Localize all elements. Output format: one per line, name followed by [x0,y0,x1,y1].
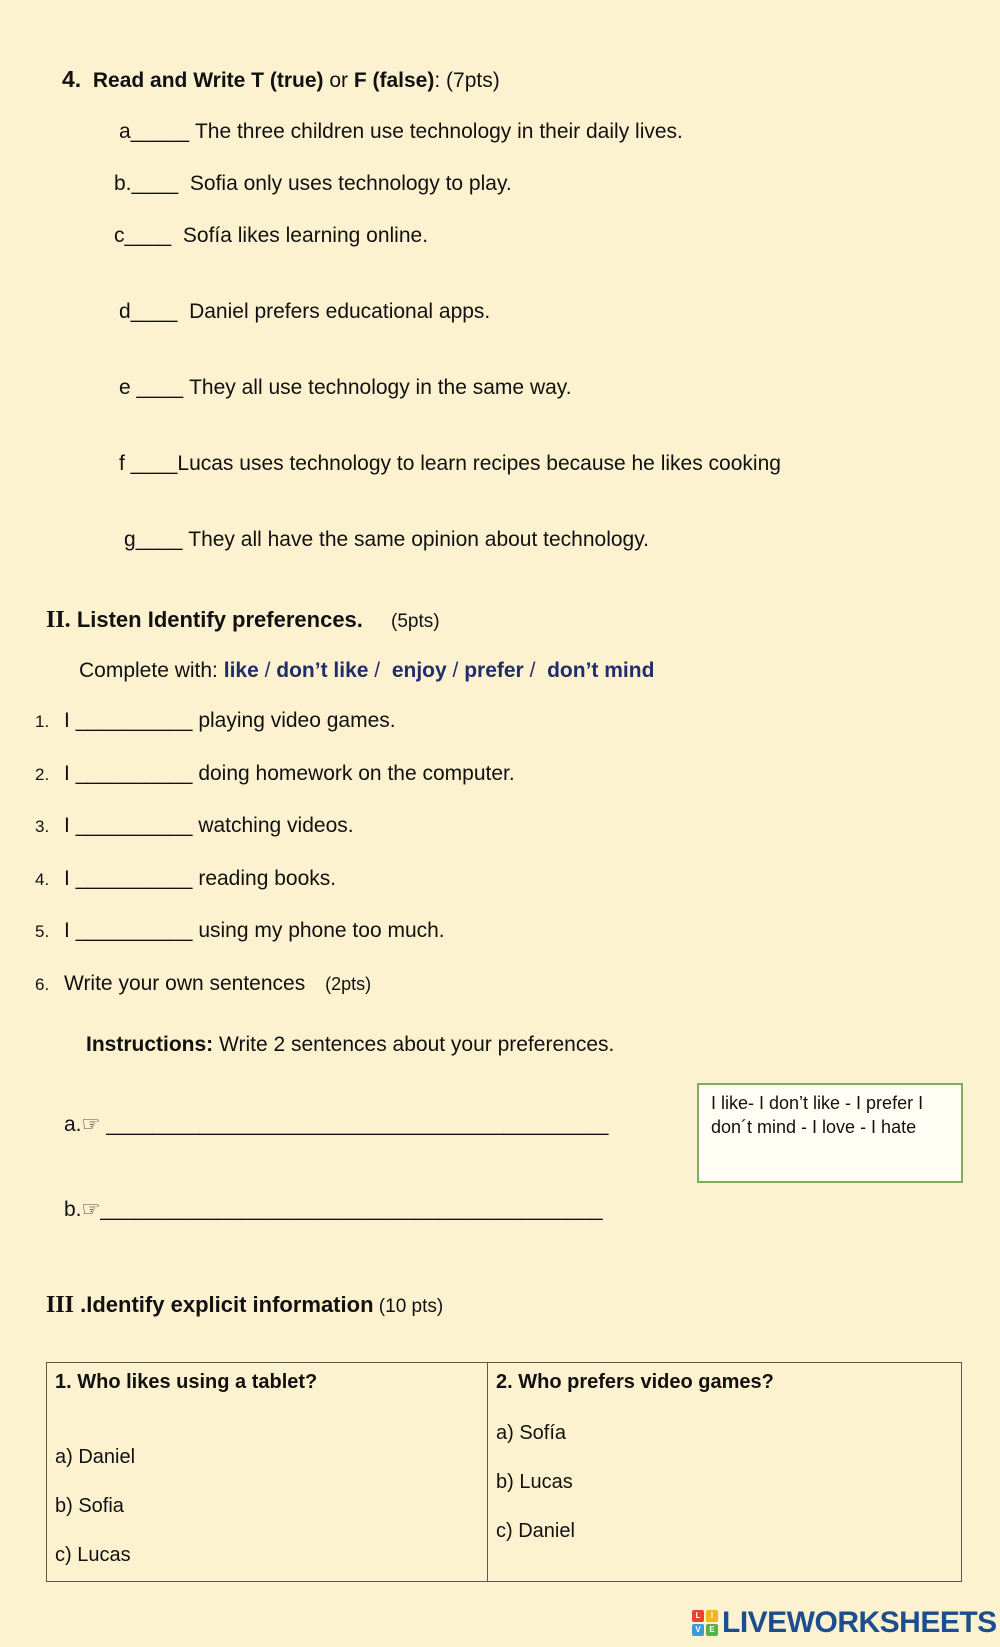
tf-statement: Sofía likes learning online. [182,224,429,247]
word-bank-label: Complete with: [79,659,224,682]
fill-item [35,972,371,996]
tf-letter: b. [114,172,132,195]
fill-item [35,709,396,733]
logo-text: LIVEWORKSHEETS [722,1606,997,1639]
item-subject: I [64,709,70,732]
tf-blank[interactable]: _____ [130,120,190,143]
item-number: 2. [35,765,50,784]
tf-letter: d [119,300,131,323]
item-subject: I [64,762,70,785]
tf-blank[interactable]: ____ [130,452,178,475]
section-points: (10 pts) [373,1296,444,1317]
instructions [86,1033,614,1057]
heading-part: or [323,69,354,92]
question-cell [488,1363,961,1581]
tf-item [124,528,649,552]
tf-blank[interactable]: ____ [135,528,183,551]
fill-item [35,762,515,786]
word-sep: / [368,659,386,682]
tf-item [114,224,428,248]
tf-blank[interactable]: ____ [130,300,178,323]
writing-line-a [64,1112,608,1137]
hint-text: I like- I don’t like - I prefer I don´t mind - I love - I hate [711,1093,924,1137]
item-text: Write your own sentences [64,972,306,995]
instructions-label: Instructions: [86,1033,214,1056]
fill-blank[interactable]: __________ [75,709,193,732]
word-option: don’t like [276,659,369,682]
item-subject: I [64,814,70,837]
item-points: (2pts) [325,974,372,994]
question-table [46,1362,962,1582]
tf-blank[interactable]: ____ [136,376,184,399]
item-text: using my phone too much. [198,919,445,942]
item-text: reading books. [198,867,337,890]
liveworksheets-logo [692,1605,997,1641]
word-option: prefer [464,659,524,682]
heading-points: : (7pts) [434,69,500,92]
word-option: like [223,659,259,682]
section-title: .Identify explicit information [74,1292,374,1317]
item-text: doing homework on the computer. [198,762,515,785]
sentence-input[interactable]: ___________________________________________ [106,1113,609,1136]
fill-item [35,867,336,891]
section-4-heading [62,66,500,93]
answer-option[interactable]: a) Sofía [496,1422,567,1444]
item-number: 5. [35,922,50,941]
tf-item [119,120,683,144]
section-2-heading [46,607,440,634]
tf-item [119,452,781,476]
tf-statement: The three children use technology in their daily lives. [194,120,683,143]
tf-blank[interactable]: ____ [124,224,172,247]
tf-letter: f [119,452,131,475]
word-option: enjoy [391,659,447,682]
word-option: don’t mind [547,659,655,682]
section-roman: II. [46,607,71,633]
sentence-input[interactable]: ___________________________________________ [100,1198,603,1221]
item-number: 4. [35,870,50,889]
logo-mark-letter: V [692,1624,704,1636]
instructions-text: Write 2 sentences about your preferences. [213,1033,615,1056]
section-title: Listen Identify preferences. [76,607,363,632]
word-bank [79,659,654,683]
fill-blank[interactable]: __________ [75,867,193,890]
tf-letter: a [119,120,131,143]
question-cell [47,1363,488,1581]
section-points: (5pts) [391,611,440,632]
word-sep: / [523,659,542,682]
logo-mark-icon [692,1610,718,1636]
line-label: b.☞ [64,1198,101,1221]
question-text: 1. Who likes using a tablet? [55,1371,318,1393]
item-subject: I [64,867,70,890]
logo-mark-letter: E [706,1624,718,1636]
answer-option[interactable]: c) Lucas [55,1544,131,1566]
fill-item [35,919,445,943]
tf-item [119,376,572,400]
line-label: a.☞ [64,1113,101,1136]
answer-option[interactable]: b) Sofia [55,1495,124,1517]
tf-statement: Daniel prefers educational apps. [189,300,491,323]
answer-option[interactable]: b) Lucas [496,1471,573,1493]
word-sep: / [258,659,277,682]
preference-hint-box [697,1083,963,1183]
tf-letter: c [114,224,125,247]
writing-line-b [64,1197,603,1222]
tf-item [114,172,512,196]
item-subject: I [64,919,70,942]
item-number: 1. [35,712,50,731]
tf-statement: They all have the same opinion about technology. [188,528,649,551]
section-roman: III [46,1292,75,1318]
answer-option[interactable]: a) Daniel [55,1446,136,1468]
heading-false: F (false) [353,69,435,92]
answer-option[interactable]: c) Daniel [496,1520,575,1542]
word-sep: / [446,659,465,682]
tf-blank[interactable]: ____ [131,172,179,195]
logo-mark-letter: I [706,1610,718,1622]
tf-statement: Sofia only uses technology to play. [189,172,512,195]
tf-statement: Lucas uses technology to learn recipes because he likes cooking [177,452,781,475]
item-number: 6. [35,975,50,994]
tf-letter: e [119,376,137,399]
fill-blank[interactable]: __________ [75,814,193,837]
item-text: watching videos. [198,814,354,837]
item-text: playing video games. [198,709,396,732]
fill-blank[interactable]: __________ [75,919,193,942]
tf-statement: They all use technology in the same way. [189,376,572,399]
heading-part: Read and Write [92,69,252,92]
section-number: 4. [62,66,82,92]
tf-letter: g [124,528,136,551]
question-text: 2. Who prefers video games? [496,1371,774,1393]
fill-item [35,814,354,838]
section-3-heading [46,1292,443,1319]
heading-true: T (true) [251,69,324,92]
tf-item [119,300,490,324]
fill-blank[interactable]: __________ [75,762,193,785]
item-number: 3. [35,817,50,836]
logo-mark-letter: L [692,1610,704,1622]
